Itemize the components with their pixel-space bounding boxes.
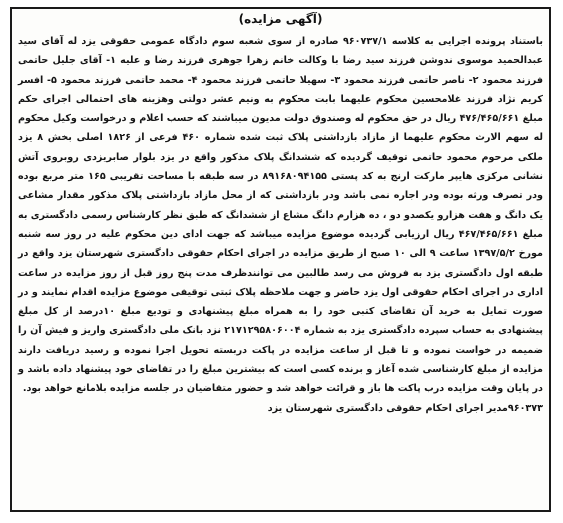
auction-notice xyxy=(10,7,551,512)
notice-body-container xyxy=(18,32,543,418)
notice-signature: ۹۶۰۳۷۳مدیر اجرای احکام حقوقی دادگستری شهرستان یزد xyxy=(267,402,543,414)
notice-title: (آگهی مزایده) xyxy=(238,12,323,26)
notice-body: باستناد پرونده اجرایی به کلاسه ۹۶۰۷۳۷/۱ صادره از سوی شعبه سوم دادگاه عمومی حقوقی یزد له آقای سید عبدالحمید موسوی ندوشن فرزند سید رضا با وکالت خانم زهرا جوهری فرزند رضا و علیه ۱- آقای جلیل حاتمی فرزند محمود ۲- ناصر حاتمی فرزند محمود ۳- سهیلا حاتمی فرزند محمود ۴- محمد حاتمی فرزند محمود ۵- افسر کریم نژاد فرزند غلامحسین محکوم علیهما بابت محکوم به ونیم عشر دولتی وهزینه های احتمالی اجرای حکم مبلغ ۴۷۶/۴۶۵/۶۶۱ ریال در حق محکوم له وصندوق دولت مدیون میباشند که حسب اعلام و درخواست وکیل محکوم له سهم الارث محکوم علیهما از مازاد بازداشتی پلاک ثبت شده شماره ۴۶۰ فرعی از ۱۸۲۶ اصلی بخش ۸ یزد ملکی مرحوم محمود حاتمی توقیف گردیده که ششدانگ پلاک مذکور واقع در یزد بلوار صابریزدی روبروی آتش نشانی مرکزی هایپر مارکت ارنج به کد پستی ۸۹۱۶۸۰۹۴۱۵۵ در سه طبقه با مساحت تقریبی ۱۶۵ متر مربع بوده ودر تصرف ورثه بوده ودر اجاره نمی باشد ودر بازداشتی که از محل مازاد بازداشتی پلاک مذکور مقدار مشاعی یک دانگ و هفت هزارو یکصدو دو ، ده هزارم دانگ مشاع از ششدانگ که طبق نظر کارشناس رسمی دادگستری به مبلغ ۴۶۷/۴۶۵/۶۶۱ ریال ارزیابی گردیده موضوع مزایده میباشد که جهت ادای دین محکوم علیه در روز سه شنبه مورخ ۱۳۹۷/۵/۲ ساعت ۹ الی ۱۰ صبح از طریق مزایده در اجرای احکام حقوقی دادگستری شهرستان یزد واقع در طبقه اول دادگستری یزد به فروش می رسد طالبین می توانندظرف مدت پنج روز قبل از روز مزایده در ساعت اداری در اجرای احکام حقوقی اول یزد حاضر و جهت ملاحظه پلاک ثبتی توقیفی موضوع مزایده اقدام نمایند و در صورت تمایل به خرید آن تقاضای کتبی خود را به همراه مبلغ پیشنهادی و تودیع مبلغ ۱۰درصد از کل مبلغ پیشنهادی به حساب سپرده دادگستری یزد به شماره ۲۱۷۱۲۹۵۸۰۶۰۰۴ نزد بانک ملی دادگستری واریز و فیش آن را ضمیمه در خواست نموده و تا قبل از ساعت مزایده در پاکت دربسته تحویل اجرا نموده و رسید دریافت دارند مزایده از مبلغ کارشناسی شده آغاز و برنده کسی است که بیشترین مبلغ را در تقاضای خود پیشنهاد داده باشد و در پایان وقت مزایده درب پاکت ها باز و قرائت خواهد شد و حضور متقاضیان در جلسه مزایده بلامانع خواهد بود. xyxy=(18,36,544,395)
